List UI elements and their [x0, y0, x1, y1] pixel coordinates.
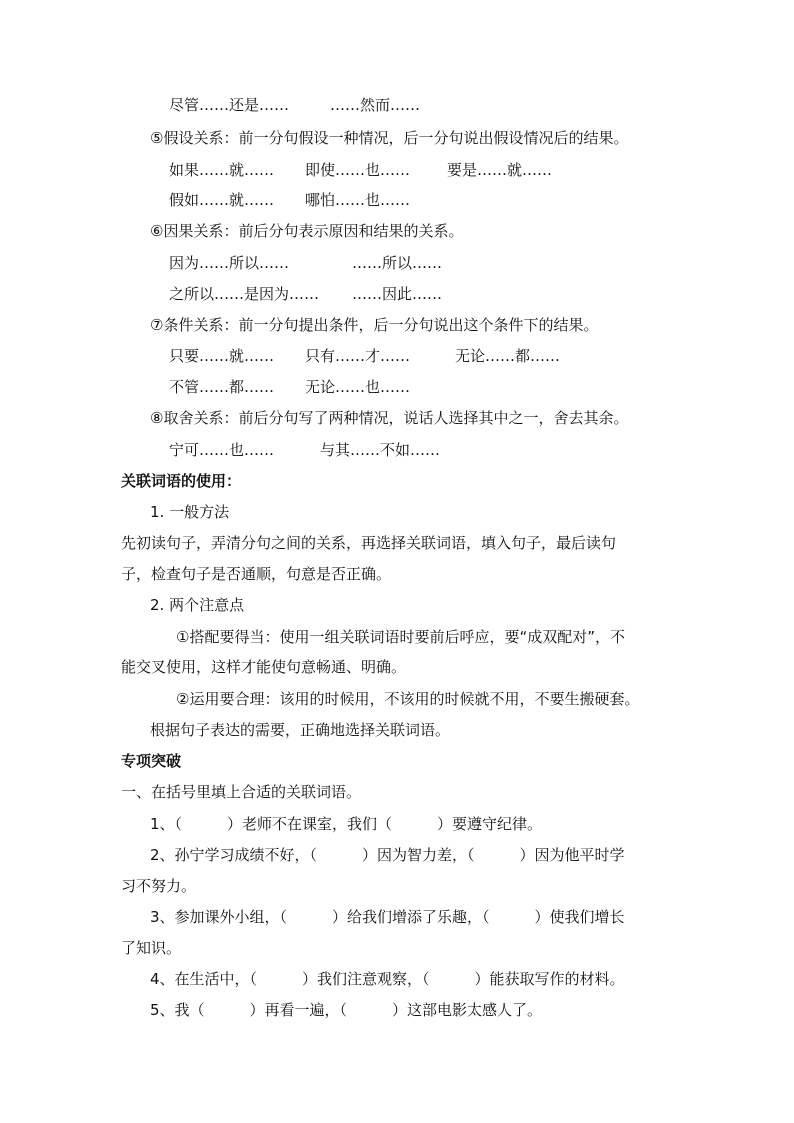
conjunction-pair-row	[0, 95, 794, 115]
conjunction-pair: 尽管……还是……	[169, 96, 290, 114]
relation-title-hypothesis: ⑤假设关系：前一分句假设一种情况，后一分句说出假设情况后的结果。	[150, 129, 629, 147]
conjunction-pair-row	[0, 346, 794, 366]
conjunction-pair: 只有……才……	[305, 347, 411, 365]
conjunction-pair: ……然而……	[330, 96, 421, 114]
exercise-question: 3、参加课外小组，（ ）给我们增添了乐趣，（ ）使我们增长	[150, 908, 625, 926]
conjunction-pair: 宁可……也……	[169, 441, 275, 459]
paragraph-line: ①搭配要得当：使用一组关联词语时要前后呼应，要“成双配对”，不	[176, 628, 625, 646]
conjunction-pair: 哪怕……也……	[305, 191, 411, 209]
conjunction-pair: 要是……就……	[447, 161, 553, 179]
conjunction-pair: 与其……不如……	[320, 441, 441, 459]
conjunction-pair: 假如……就……	[169, 191, 275, 209]
conjunction-pair-row	[0, 377, 794, 397]
section-heading-practice: 专项突破	[121, 752, 182, 770]
conjunction-pair: 之所以……是因为……	[169, 285, 320, 303]
conjunction-pair: ……因此……	[352, 285, 443, 303]
conjunction-pair: 如果……就……	[169, 161, 275, 179]
paragraph-line: 根据句子表达的需要，正确地选择关联词语。	[150, 721, 451, 739]
conjunction-pair-row	[0, 440, 794, 460]
conjunction-pair: 无论……都……	[455, 347, 561, 365]
method-heading: 2. 两个注意点	[150, 596, 245, 614]
conjunction-pair-row	[0, 253, 794, 273]
paragraph-line: 能交叉使用，这样才能使句意畅通、明确。	[121, 658, 407, 676]
conjunction-pair: 只要……就……	[169, 347, 275, 365]
relation-title-choice: ⑧取舍关系：前后分句写了两种情况，说话人选择其中之一，舍去其余。	[150, 409, 629, 427]
conjunction-pair: 无论……也……	[305, 378, 411, 396]
conjunction-pair: 因为……所以……	[169, 254, 290, 272]
paragraph-line: 子，检查句子是否通顺，句意是否正确。	[121, 565, 392, 583]
exercise-question: 1、（ ）老师不在课室，我们（ ）要遵守纪律。	[150, 815, 543, 833]
exercise-question: 5、我（ ）再看一遍，（ ）这部电影太感人了。	[150, 1001, 543, 1019]
conjunction-pair: ……所以……	[352, 254, 443, 272]
conjunction-pair: 不管……都……	[169, 378, 275, 396]
exercise-question: 2、孙宁学习成绩不好，（ ）因为智力差，（ ）因为他平时学	[150, 846, 625, 864]
exercise-question: 4、在生活中，（ ）我们注意观察，（ ）能获取写作的材料。	[150, 970, 625, 988]
section-heading-usage: 关联词语的使用：	[121, 472, 242, 490]
conjunction-pair-row	[0, 160, 794, 180]
relation-title-causal: ⑥因果关系：前后分句表示原因和结果的关系。	[150, 222, 464, 240]
exercise-instruction: 一、在括号里填上合适的关联词语。	[121, 783, 362, 801]
method-heading: 1. 一般方法	[150, 503, 230, 521]
paragraph-line: 先初读句子，弄清分句之间的关系，再选择关联词语，填入句子，最后读句	[121, 534, 617, 552]
conjunction-pair-row	[0, 190, 794, 210]
conjunction-pair: 即使……也……	[305, 161, 411, 179]
exercise-question: 习不努力。	[121, 877, 197, 895]
paragraph-line: ②运用要合理：该用的时候用，不该用的时候就不用，不要生搬硬套。	[176, 690, 640, 708]
relation-title-condition: ⑦条件关系：前一分句提出条件，后一分句说出这个条件下的结果。	[150, 316, 599, 334]
exercise-question: 了知识。	[121, 939, 182, 957]
conjunction-pair-row	[0, 284, 794, 304]
